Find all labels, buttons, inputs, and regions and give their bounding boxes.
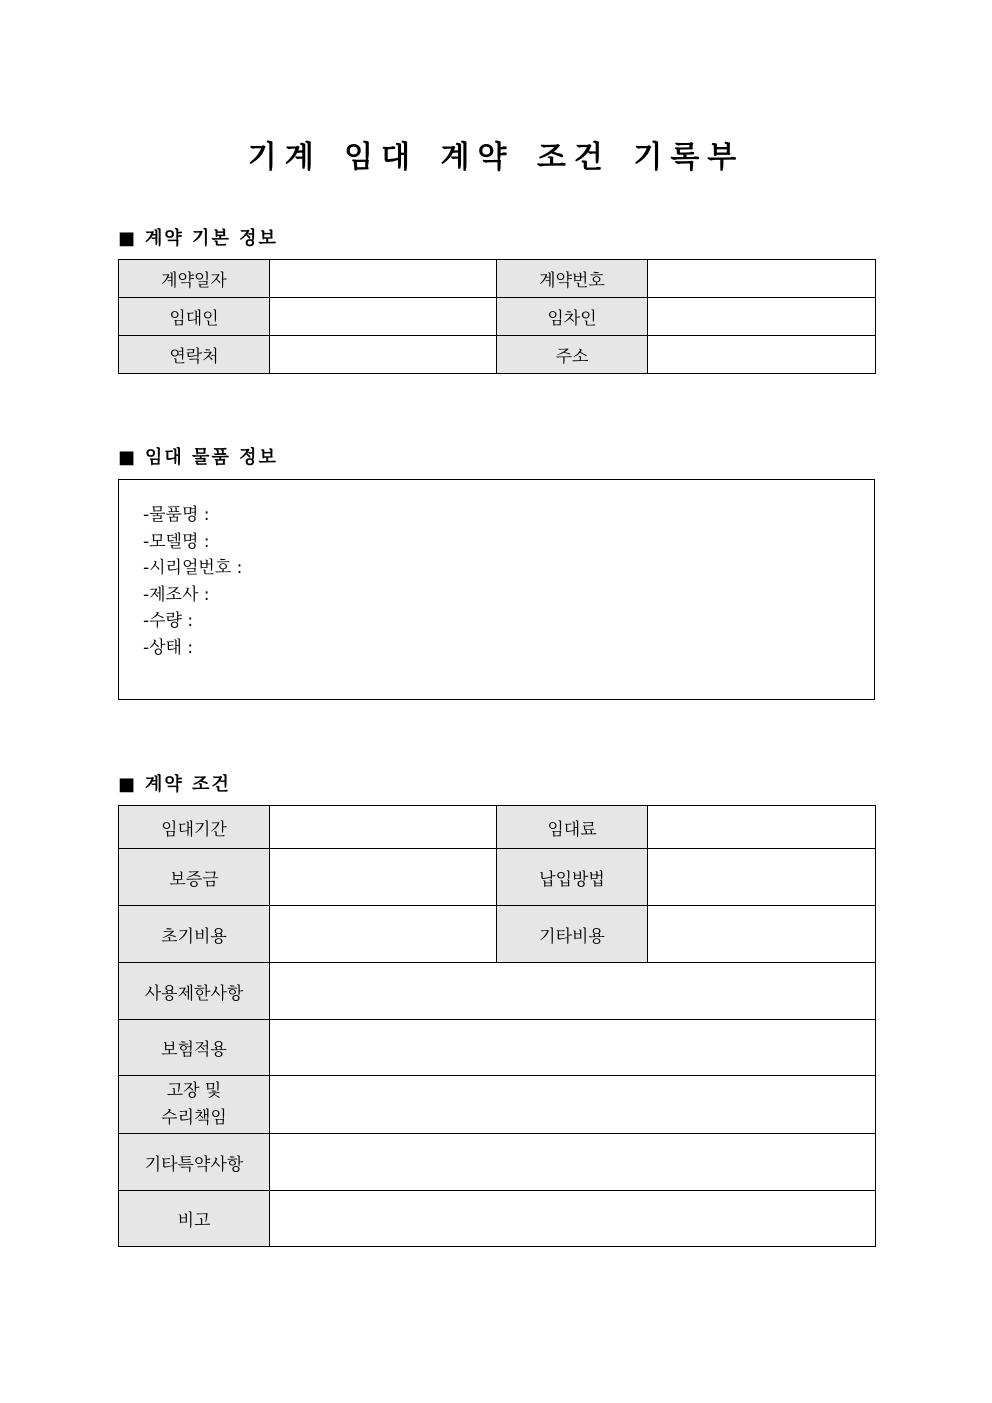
field-contract-date[interactable] — [270, 260, 497, 298]
basic-info-table — [118, 259, 876, 374]
item-info-box[interactable] — [118, 479, 875, 700]
label-usage-restrictions: 사용제한사항 — [119, 963, 270, 1020]
table-row — [119, 1076, 876, 1134]
label-deposit: 보증금 — [119, 849, 270, 906]
item-line-condition: -상태 : — [143, 638, 194, 658]
label-rental-fee: 임대료 — [497, 806, 648, 849]
field-other-cost[interactable] — [648, 906, 876, 963]
field-lessor[interactable] — [270, 298, 497, 336]
field-repair-responsibility[interactable] — [270, 1076, 876, 1134]
label-contract-date: 계약일자 — [119, 260, 270, 298]
label-repair-responsibility: 고장 및 수리책임 — [119, 1076, 270, 1134]
table-row — [119, 1191, 876, 1247]
label-address: 주소 — [497, 336, 648, 374]
item-line-quantity: -수량 : — [143, 611, 194, 631]
label-payment-method: 납입방법 — [497, 849, 648, 906]
item-line-serial: -시리얼번호 : — [143, 558, 243, 578]
field-payment-method[interactable] — [648, 849, 876, 906]
field-address[interactable] — [648, 336, 876, 374]
label-other-cost: 기타비용 — [497, 906, 648, 963]
table-row — [119, 1134, 876, 1191]
field-special-terms[interactable] — [270, 1134, 876, 1191]
item-line-model: -모델명 : — [143, 532, 210, 552]
table-row — [119, 906, 876, 963]
table-row — [119, 1020, 876, 1076]
label-remarks: 비고 — [119, 1191, 270, 1247]
table-row — [119, 298, 876, 336]
label-lessor: 임대인 — [119, 298, 270, 336]
field-rental-period[interactable] — [270, 806, 497, 849]
section-heading-basic: ■ 계약 기본 정보 — [118, 228, 278, 249]
square-bullet-icon: ■ — [118, 228, 138, 249]
label-rental-period: 임대기간 — [119, 806, 270, 849]
table-row — [119, 336, 876, 374]
label-contact: 연락처 — [119, 336, 270, 374]
field-rental-fee[interactable] — [648, 806, 876, 849]
label-initial-cost: 초기비용 — [119, 906, 270, 963]
field-remarks[interactable] — [270, 1191, 876, 1247]
table-row — [119, 849, 876, 906]
square-bullet-icon: ■ — [118, 774, 138, 795]
contract-terms-table — [118, 805, 876, 1247]
table-row — [119, 806, 876, 849]
field-usage-restrictions[interactable] — [270, 963, 876, 1020]
field-insurance[interactable] — [270, 1020, 876, 1076]
square-bullet-icon: ■ — [118, 447, 138, 468]
table-row — [119, 260, 876, 298]
field-initial-cost[interactable] — [270, 906, 497, 963]
item-line-name: -물품명 : — [143, 505, 210, 525]
page-title: 기계 임대 계약 조건 기록부 — [247, 140, 745, 175]
field-deposit[interactable] — [270, 849, 497, 906]
label-lessee: 임차인 — [497, 298, 648, 336]
field-contact[interactable] — [270, 336, 497, 374]
field-lessee[interactable] — [648, 298, 876, 336]
label-special-terms: 기타특약사항 — [119, 1134, 270, 1191]
label-insurance: 보험적용 — [119, 1020, 270, 1076]
field-contract-number[interactable] — [648, 260, 876, 298]
item-line-maker: -제조사 : — [143, 585, 210, 605]
label-contract-number: 계약번호 — [497, 260, 648, 298]
section-heading-item: ■ 임대 물품 정보 — [118, 447, 278, 468]
table-row — [119, 963, 876, 1020]
section-heading-terms: ■ 계약 조건 — [118, 774, 231, 795]
